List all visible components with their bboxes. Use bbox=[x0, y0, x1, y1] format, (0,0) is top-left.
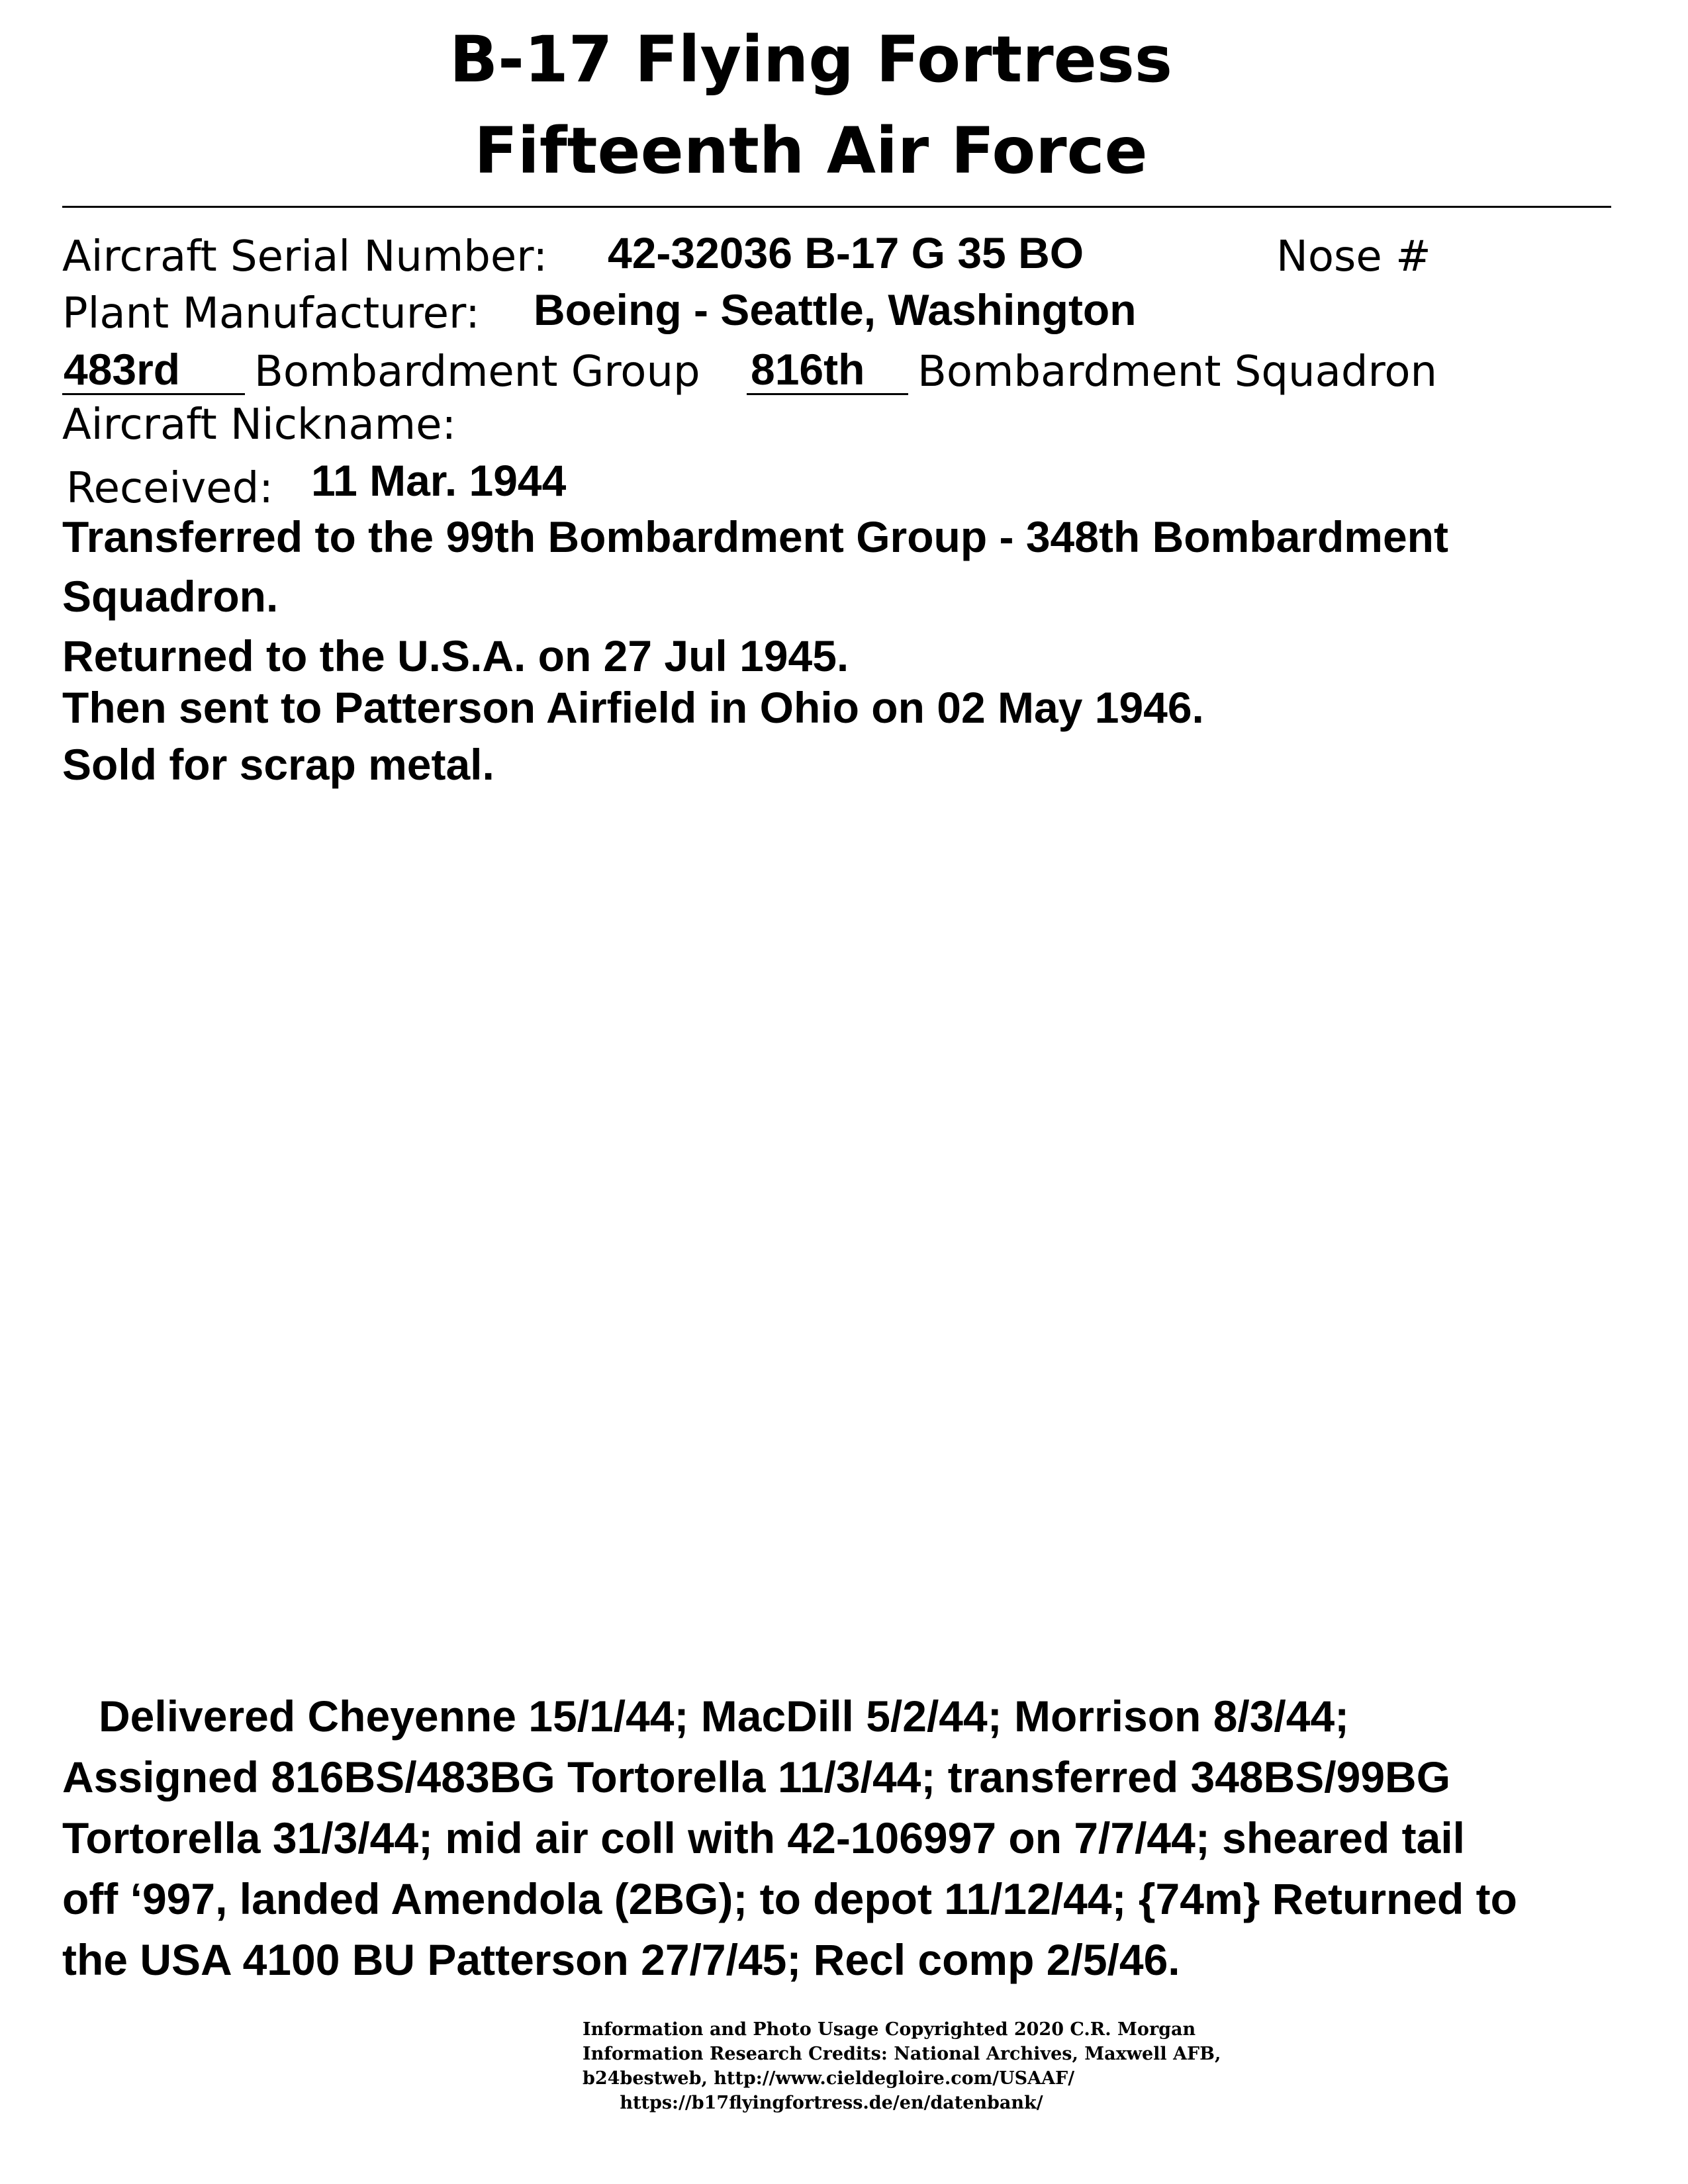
header-divider bbox=[62, 206, 1611, 208]
bombardment-group-value: 483rd bbox=[64, 345, 181, 394]
credits-block bbox=[583, 2017, 1221, 2115]
bombardment-squadron-label: Bombardment Squadron bbox=[917, 347, 1438, 396]
bombardment-group-blank bbox=[62, 393, 245, 395]
history-line-1: Transferred to the 99th Bombardment Group - 348th Bombardment bbox=[62, 512, 1448, 561]
aircraft-nickname-label: Aircraft Nickname: bbox=[62, 400, 456, 449]
detail-line-5: the USA 4100 BU Patterson 27/7/45; Recl comp 2/5/46. bbox=[62, 1935, 1180, 1984]
detail-line-2: Assigned 816BS/483BG Tortorella 11/3/44; transferred 348BS/99BG bbox=[62, 1752, 1451, 1801]
credits-line-1: Information and Photo Usage Copyrighted 2020 C.R. Morgan bbox=[583, 2019, 1196, 2040]
credits-line-2: Information Research Credits: National Archives, Maxwell AFB, bbox=[583, 2044, 1221, 2064]
credits-line-4: https://b17flyingfortress.de/en/datenbank/ bbox=[583, 2093, 1043, 2113]
manufacturer-value: Boeing - Seattle, Washington bbox=[534, 285, 1137, 334]
history-line-3: Returned to the U.S.A. on 27 Jul 1945. bbox=[62, 631, 849, 680]
bombardment-group-label: Bombardment Group bbox=[254, 347, 700, 396]
history-line-5: Sold for scrap metal. bbox=[62, 740, 494, 789]
detail-line-3: Tortorella 31/3/44; mid air coll with 42-106997 on 7/7/44; sheared tail bbox=[62, 1813, 1465, 1862]
detail-line-1: Delivered Cheyenne 15/1/44; MacDill 5/2/44; Morrison 8/3/44; bbox=[62, 1692, 1350, 1741]
page-title-line-2: Fifteenth Air Force bbox=[474, 114, 1148, 188]
bombardment-squadron-blank bbox=[747, 393, 908, 395]
history-line-2: Squadron. bbox=[62, 572, 279, 621]
credits-line-3: b24bestweb, http://www.cieldegloire.com/USAAF/ bbox=[583, 2068, 1075, 2089]
bombardment-squadron-value: 816th bbox=[751, 345, 865, 394]
detail-line-4: off ‘997, landed Amendola (2BG); to depot 11/12/44; {74m} Returned to bbox=[62, 1874, 1517, 1923]
page-title-line-1: B-17 Flying Fortress bbox=[449, 23, 1173, 97]
manufacturer-label: Plant Manufacturer: bbox=[62, 289, 480, 338]
nose-number-label: Nose # bbox=[1276, 232, 1431, 281]
received-label: Received: bbox=[66, 464, 273, 513]
serial-number-value: 42-32036 B-17 G 35 BO bbox=[608, 228, 1084, 277]
history-line-4: Then sent to Patterson Airfield in Ohio on 02 May 1946. bbox=[62, 683, 1204, 732]
serial-number-label: Aircraft Serial Number: bbox=[62, 232, 547, 281]
received-value: 11 Mar. 1944 bbox=[311, 456, 567, 505]
